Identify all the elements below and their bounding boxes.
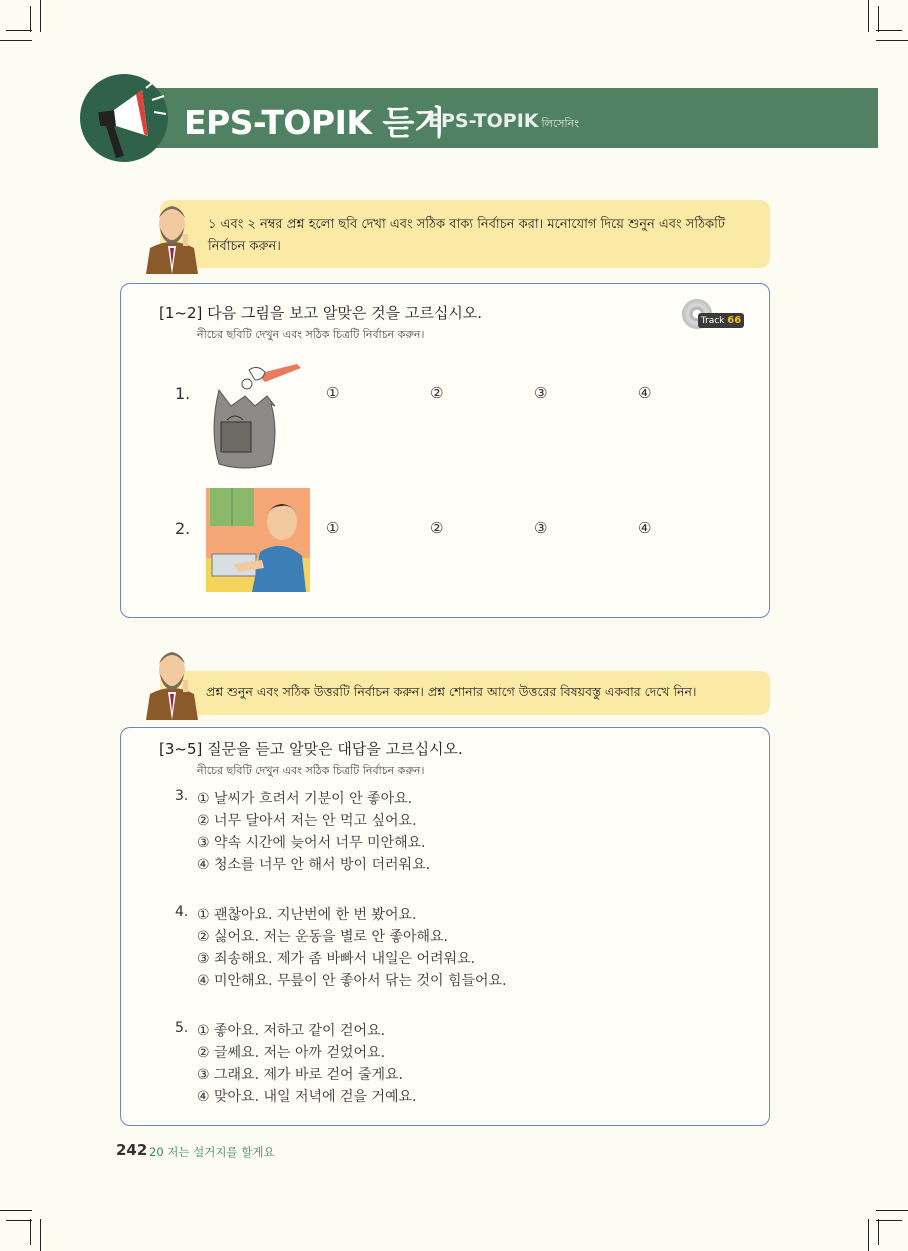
track-number: 66 <box>727 315 742 326</box>
q5-option-3[interactable]: ③ 그래요. 제가 바로 걷어 줄게요. <box>197 1067 403 1083</box>
q2-option-3[interactable]: ③ <box>534 519 548 537</box>
megaphone-badge <box>80 74 168 162</box>
crop-mark <box>868 0 869 32</box>
crop-mark <box>0 40 32 41</box>
track-label: Track <box>700 316 725 326</box>
teacher-icon <box>142 642 202 720</box>
instruction-banner-2 <box>160 671 770 715</box>
page-number: 242 <box>116 1141 148 1159</box>
q4-option-4[interactable]: ④ 미안해요. 무릎이 안 좋아서 닦는 것이 힘들어요. <box>197 973 507 989</box>
question-number-5: 5. <box>175 1020 189 1036</box>
track-badge <box>698 313 744 328</box>
page-subtitle <box>428 110 579 134</box>
crop-mark <box>878 6 879 32</box>
crop-mark <box>40 1219 41 1251</box>
subtitle-main: EPS-TOPIK <box>428 110 539 132</box>
instruction-text-2: প্রশ্ন শুনুন এবং সঠিক উত্তরটি নির্বাচন করুন। প্রশ্ন শোনার আগে উত্তরের বিষয়বস্তু একবার দেখে নিন। <box>206 684 697 699</box>
crop-mark <box>6 1220 32 1221</box>
crop-mark <box>876 1210 908 1211</box>
q4-option-2[interactable]: ② 싫어요. 저는 운동을 별로 안 좋아해요. <box>197 929 449 945</box>
q4-option-1[interactable]: ① 괜찮아요. 지난번에 한 번 봤어요. <box>197 907 417 923</box>
question-number-4: 4. <box>175 904 189 920</box>
q5-option-4[interactable]: ④ 맞아요. 내일 저녁에 걷을 거예요. <box>197 1089 417 1105</box>
q2-option-2[interactable]: ② <box>430 519 444 537</box>
crop-mark <box>876 40 908 41</box>
crop-mark <box>868 1219 869 1251</box>
q1-option-1[interactable]: ① <box>326 384 340 402</box>
crop-mark <box>0 1210 32 1211</box>
trash-bag-illustration <box>205 360 305 472</box>
crop-mark <box>878 1219 879 1245</box>
q4-option-3[interactable]: ③ 죄송해요. 제가 좀 바빠서 내일은 어려워요. <box>197 951 476 967</box>
q5-option-1[interactable]: ① 좋아요. 저하고 같이 걷어요. <box>197 1023 386 1039</box>
q1-option-4[interactable]: ④ <box>638 384 652 402</box>
teacher-icon <box>142 196 202 274</box>
crop-mark <box>876 30 902 31</box>
q1-option-2[interactable]: ② <box>430 384 444 402</box>
subtitle-bengali: লিসেনিং <box>541 117 579 130</box>
megaphone-icon <box>80 74 168 162</box>
question-number-2: 2. <box>175 519 191 538</box>
question-number-1: 1. <box>175 384 191 403</box>
section1-heading: [1~2] 다음 그림을 보고 알맞은 것을 고르십시오. <box>159 304 483 322</box>
crop-mark <box>30 1219 31 1245</box>
q2-option-1[interactable]: ① <box>326 519 340 537</box>
page-title: EPS-TOPIK 듣기 <box>184 103 446 142</box>
crop-mark <box>40 0 41 32</box>
crop-mark <box>876 1220 902 1221</box>
instruction-banner-1 <box>160 200 770 268</box>
dishwashing-illustration <box>206 488 310 592</box>
q2-option-4[interactable]: ④ <box>638 519 652 537</box>
crop-mark <box>30 6 31 32</box>
section2-subheading: নীচের ছবিটি দেখুন এবং সঠিক চিত্রটি নির্বাচন করুন। <box>197 764 425 777</box>
q3-option-1[interactable]: ① 날씨가 흐려서 기분이 안 좋아요. <box>197 791 413 807</box>
section2-heading: [3~5] 질문을 듣고 알맞은 대답을 고르십시오. <box>159 740 463 758</box>
q3-option-3[interactable]: ③ 약속 시간에 늦어서 너무 미안해요. <box>197 835 426 851</box>
question-number-3: 3. <box>175 788 189 804</box>
q3-option-2[interactable]: ② 너무 달아서 저는 안 먹고 싶어요. <box>197 813 417 829</box>
section1-subheading: নীচের ছবিটি দেখুন এবং সঠিক চিত্রটি নির্বাচন করুন। <box>197 328 425 341</box>
crop-mark <box>6 30 32 31</box>
q3-option-4[interactable]: ④ 청소를 너무 안 해서 방이 더러워요. <box>197 857 431 873</box>
q5-option-2[interactable]: ② 글쎄요. 저는 아까 걷었어요. <box>197 1045 386 1061</box>
instruction-text-1: ১ এবং ২ নম্বর প্রশ্ন হলো ছবি দেখা এবং সঠিক বাক্য নির্বাচন করা। মনোযোগ দিয়ে শুনুন এবং সঠিকটি নির্বাচন করুন। <box>208 217 725 254</box>
q1-option-3[interactable]: ③ <box>534 384 548 402</box>
chapter-title: 20 저는 설거지를 할게요 <box>149 1145 275 1159</box>
